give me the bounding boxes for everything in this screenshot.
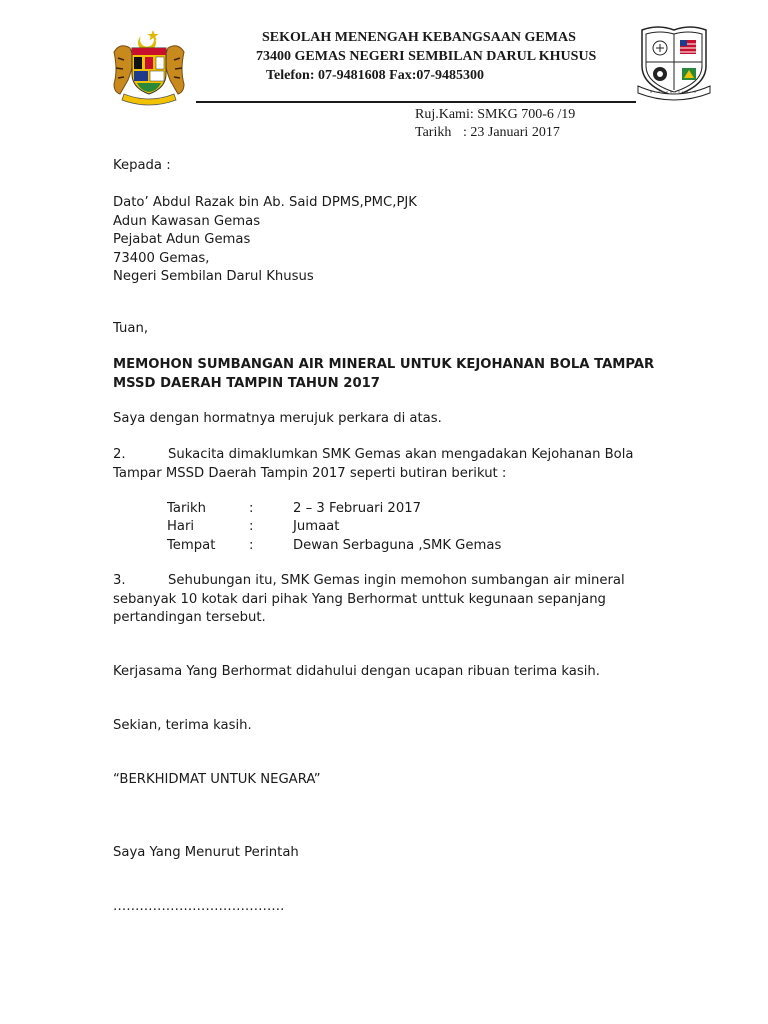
detail-label: Tempat [167, 538, 216, 553]
reference-date-row [415, 124, 575, 142]
header-divider [196, 101, 636, 103]
paragraph-text: pertandingan tersebut. [113, 610, 266, 625]
detail-separator: : [249, 519, 254, 534]
recipient-line: 73400 Gemas, [113, 250, 210, 266]
school-contact: Telefon: 07-9481608 Fax:07-9485300 [266, 68, 485, 83]
detail-row-venue [167, 537, 501, 556]
coat-of-arms-logo [106, 22, 192, 108]
date-label: Tarikh [415, 125, 452, 140]
detail-row-date [167, 500, 421, 519]
detail-value: Jumaat [293, 519, 340, 534]
paragraph-text: Tampar MSSD Daerah Tampin 2017 seperti butiran berikut : [113, 465, 507, 481]
recipient-line: Negeri Sembilan Darul Khusus [113, 269, 314, 284]
recipient-heading: Kepada : [113, 158, 171, 173]
reference-value: : SMKG 700-6 /19 [469, 107, 576, 122]
subject-line: MEMOHON SUMBANGAN AIR MINERAL UNTUK KEJOHANAN BOLA TAMPAR [113, 357, 655, 372]
detail-label: Tarikh [167, 501, 207, 516]
signoff-text: Saya Yang Menurut Perintah [113, 845, 299, 860]
detail-separator: : [249, 538, 254, 553]
school-crest-logo [636, 24, 712, 102]
paragraph-4: Kerjasama Yang Berhormat didahului dengan ucapan ribuan terima kasih. [113, 664, 600, 679]
paragraph-text: sebanyak 10 kotak dari pihak Yang Berhormat unttuk kegunaan sepanjang [113, 591, 606, 607]
detail-label: Hari [167, 519, 195, 534]
school-address: 73400 GEMAS NEGERI SEMBILAN DARUL KHUSUS [256, 49, 597, 64]
detail-value: Dewan Serbaguna ,SMK Gemas [293, 538, 502, 553]
paragraph-3 [113, 572, 653, 628]
detail-separator: : [249, 501, 254, 516]
paragraph-number: 3. [113, 573, 126, 588]
reference-block [415, 106, 575, 142]
detail-value: 2 – 3 Februari 2017 [293, 501, 421, 516]
closing-text: Sekian, terima kasih. [113, 718, 252, 733]
recipient-line: Adun Kawasan Gemas [113, 213, 261, 229]
signature-line: ………………………………… [113, 899, 285, 914]
paragraph-text: Sehubungan itu, SMK Gemas ingin memohon sumbangan air mineral [168, 573, 625, 588]
salutation: Tuan, [113, 321, 149, 336]
recipient-address [113, 194, 653, 287]
paragraph-number: 2. [113, 447, 126, 462]
school-letterhead [200, 28, 630, 85]
detail-row-day [167, 518, 339, 537]
paragraph-2 [113, 446, 653, 483]
recipient-line: Dato’ Abdul Razak bin Ab. Said DPMS,PMC,PJK [113, 195, 417, 210]
recipient-line: Pejabat Adun Gemas [113, 232, 251, 247]
subject-line: MSSD DAERAH TAMPIN TAHUN 2017 [113, 375, 380, 391]
subject-heading [113, 356, 653, 393]
school-name: SEKOLAH MENENGAH KEBANGSAAN GEMAS [262, 30, 576, 45]
reference-label: Ruj.Kami [415, 107, 470, 122]
paragraph-text: Sukacita dimaklumkan SMK Gemas akan mengadakan Kejohanan Bola [168, 447, 634, 462]
date-value: : 23 Januari 2017 [463, 125, 560, 140]
motto: “BERKHIDMAT UNTUK NEGARA” [113, 772, 321, 787]
paragraph-1: Saya dengan hormatnya merujuk perkara di atas. [113, 411, 442, 426]
reference-number-row [415, 106, 575, 124]
